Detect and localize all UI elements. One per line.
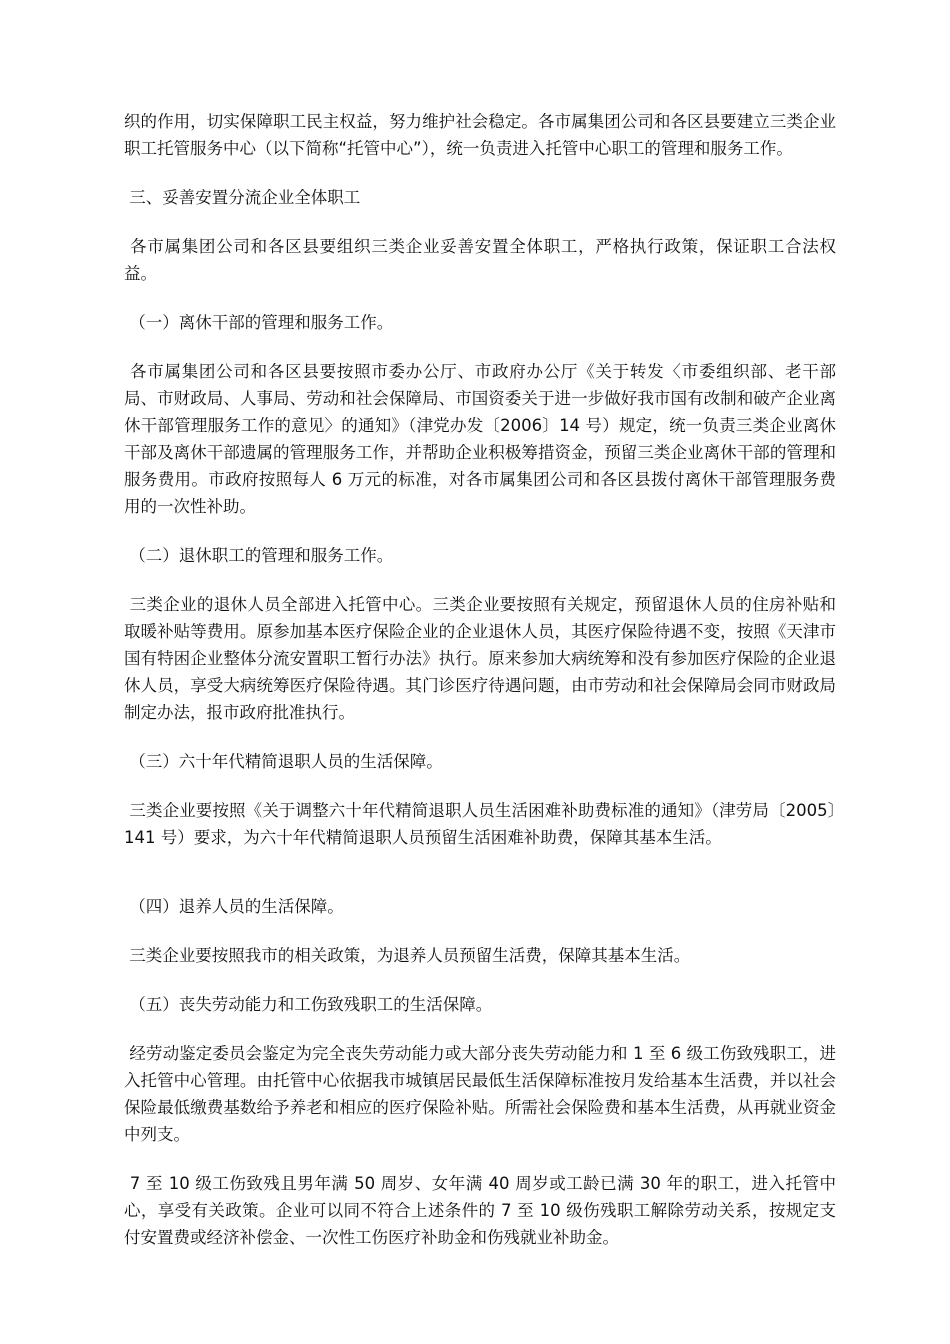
subsection-3-paragraph: 三类企业要按照《关于调整六十年代精简退职人员生活困难补助费标准的通知》（津劳局〔2005〕141 号）要求，为六十年代精简退职人员预留生活困难补助费，保障其基本生活。 xyxy=(124,801,836,847)
subsection-5-heading: （五）丧失劳动能力和工伤致残职工的生活保障。 xyxy=(124,995,493,1014)
subsection-2-paragraph: 三类企业的退休人员全部进入托管中心。三类企业要按照有关规定，预留退休人员的住房补贴和取暖补贴等费用。原参加基本医疗保险企业的企业退休人员，其医疗保险待遇不变，按照《天津市国有特困企业整体分流安置职工暂行办法》执行。原来参加大病统筹和没有参加医疗保险的企业退休人员，享受大病统筹医疗保险待遇。其门诊医疗待遇问题，由市劳动和社会保障局会同市财政局制定办法，报市政府批准执行。 xyxy=(124,595,837,722)
intro-paragraph: 织的作用，切实保障职工民主权益，努力维护社会稳定。各市属集团公司和各区县要建立三类企业职工托管服务中心（以下简称“托管中心”），统一负责进入托管中心职工的管理和服务工作。 xyxy=(124,112,836,158)
section-3-heading: 三、妥善安置分流企业全体职工 xyxy=(124,188,361,207)
subsection-5-paragraph-1: 经劳动鉴定委员会鉴定为完全丧失劳动能力或大部分丧失劳动能力和 1 至 6 级工伤致残职工，进入托管中心管理。由托管中心依据我市城镇居民最低生活保障标准按月发给基本生活费，并以社会保险最低缴费基数给予养老和相应的医疗保险补贴。所需社会保险费和基本生活费，从再就业资金中列支。 xyxy=(124,1044,836,1144)
section-3-paragraph: 各市属集团公司和各区县要组织三类企业妥善安置全体职工，严格执行政策，保证职工合法权益。 xyxy=(124,237,836,283)
subsection-1-paragraph: 各市属集团公司和各区县要按照市委办公厅、市政府办公厅《关于转发〈市委组织部、老干部局、市财政局、人事局、劳动和社会保障局、市国资委关于进一步做好我市国有改制和破产企业离休干部管理服务工作的意见〉的通知》（津党办发〔2006〕14 号）规定，统一负责三类企业离休干部及离休干部遗属的管理服务工作，并帮助企业积极筹措资金，预留三类企业离休干部的管理和服务费用。市政府按照每人 6 万元的标准，对各市属集团公司和各区县拨付离休干部管理服务费用的一次性补助。 xyxy=(124,362,836,516)
subsection-3-heading: （三）六十年代精简退职人员的生活保障。 xyxy=(124,752,443,771)
subsection-4-paragraph: 三类企业要按照我市的相关政策，为退养人员预留生活费，保障其基本生活。 xyxy=(124,946,691,965)
subsection-2-heading: （二）退休职工的管理和服务工作。 xyxy=(124,546,394,565)
subsection-1-heading: （一）离休干部的管理和服务工作。 xyxy=(124,313,394,332)
subsection-4-heading: （四）退养人员的生活保障。 xyxy=(124,897,344,916)
subsection-5-paragraph-2: 7 至 10 级工伤致残且男年满 50 周岁、女年满 40 周岁或工龄已满 30 年的职工，进入托管中心，享受有关政策。企业可以同不符合上述条件的 7 至 10 级伤残职工解除劳动关系，按规定支付安置费或经济补偿金、一次性工伤医疗补助金和伤残就业补助金。 xyxy=(124,1174,837,1247)
document-page xyxy=(124,108,836,1273)
